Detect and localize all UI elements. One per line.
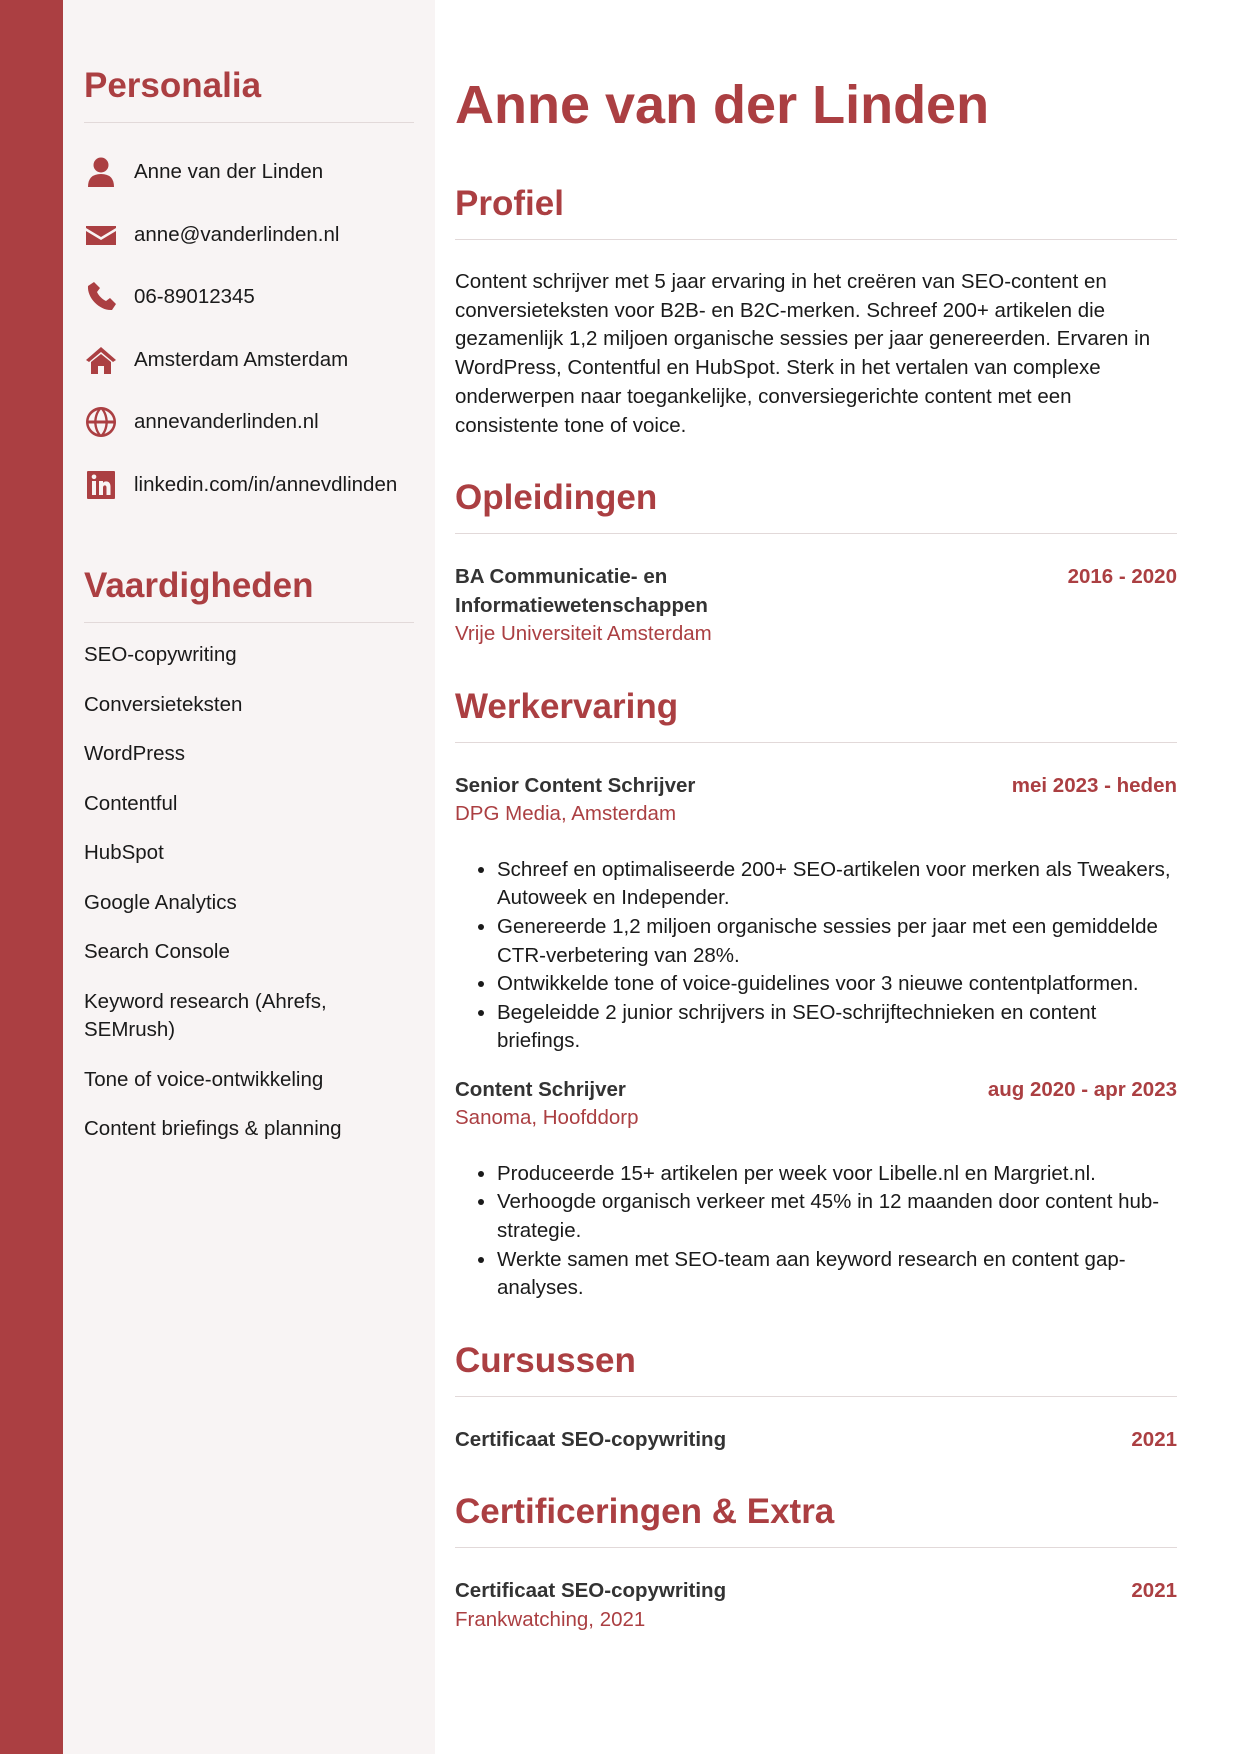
opleidingen-section xyxy=(455,476,1177,649)
contact-linkedin-text[interactable]: linkedin.com/in/annevdlinden xyxy=(134,472,398,496)
contact-list xyxy=(84,141,414,516)
sidebar xyxy=(63,0,435,1754)
job-entry xyxy=(455,772,1177,1056)
skill-item: Tone of voice-ontwikkeling xyxy=(84,1067,324,1091)
job-date: aug 2020 - apr 2023 xyxy=(987,1077,1177,1101)
skill-item: Search Console xyxy=(84,940,230,963)
skill-list xyxy=(84,641,414,1144)
contact-location xyxy=(84,329,414,392)
skill-item: Content briefings & planning xyxy=(84,1117,342,1140)
werkervaring-section xyxy=(455,685,1177,1303)
job-bullet: • Werkte samen met SEO-team aan keyword research en content gap-analyses. xyxy=(497,1246,1177,1303)
job-title: Senior Content Schrijver xyxy=(455,773,696,797)
job-bullet: • Genereerde 1,2 miljoen organische sessies per jaar met een gemiddelde CTR-verbetering van 28%. xyxy=(497,913,1177,970)
personalia-heading: Personalia xyxy=(84,64,414,123)
sidebar-content xyxy=(84,64,414,1165)
skill-item: Conversieteksten xyxy=(84,692,243,716)
certificeringen-heading: Certificeringen & Extra xyxy=(455,1490,1177,1548)
contact-website-text[interactable]: annevanderlinden.nl xyxy=(134,410,319,434)
profile-text: Content schrijver met 5 jaar ervaring in het creëren van SEO-content en conversieteksten voor B2B- en B2C-merken. Schreef 200+ artikelen die gezamenlijk 1,2 miljoen organische sessies per jaar genereerden. Ervaren in WordPress, Contentful en HubSpot. Sterk in het vertalen van complexe onderwerpen naar toegankelijke, conversiegerichte content met een consistente tone of voice. xyxy=(455,270,1151,437)
skills-heading: Vaardigheden xyxy=(84,564,414,623)
skill-item: WordPress xyxy=(84,742,186,765)
education-date: 2016 - 2020 xyxy=(1067,565,1177,589)
certificate-entry xyxy=(455,1577,1177,1634)
contact-name xyxy=(84,141,414,204)
course-entry xyxy=(455,1426,1177,1455)
job-bullet: • Ontwikkelde tone of voice-guidelines voor 3 nieuwe contentplatformen. xyxy=(497,970,1177,999)
contact-linkedin[interactable] xyxy=(84,454,414,517)
contact-name-text: Anne van der Linden xyxy=(134,160,324,184)
skill-item: Contentful xyxy=(84,791,178,815)
job-bullets xyxy=(455,856,1177,1056)
contact-phone-text[interactable]: 06-89012345 xyxy=(134,285,255,309)
profiel-section xyxy=(455,182,1177,440)
certificeringen-section xyxy=(455,1490,1177,1634)
werkervaring-heading: Werkervaring xyxy=(455,685,1177,743)
education-entry xyxy=(455,563,1177,649)
education-title: BA Communicatie- en Informatiewetenschappen xyxy=(455,565,708,617)
job-company: DPG Media, Amsterdam xyxy=(455,802,677,826)
profiel-heading: Profiel xyxy=(455,182,1177,240)
phone-icon xyxy=(84,280,118,314)
job-bullets xyxy=(455,1160,1177,1303)
envelope-icon xyxy=(84,218,118,252)
job-title: Content Schrijver xyxy=(455,1077,626,1101)
person-icon xyxy=(84,155,118,189)
certificate-date: 2021 xyxy=(1131,1579,1177,1603)
opleidingen-heading: Opleidingen xyxy=(455,476,1177,534)
job-bullet: • Produceerde 15+ artikelen per week voor Libelle.nl en Margriet.nl. xyxy=(497,1160,1177,1189)
accent-bar xyxy=(0,0,63,1754)
certificate-title: Certificaat SEO-copywriting xyxy=(455,1579,727,1603)
contact-website[interactable] xyxy=(84,391,414,454)
job-entry xyxy=(455,1076,1177,1303)
home-icon xyxy=(84,343,118,377)
cursussen-section xyxy=(455,1339,1177,1455)
resume-name: Anne van der Linden xyxy=(455,75,990,135)
course-date: 2021 xyxy=(1131,1427,1177,1451)
skill-item: Keyword research (Ahrefs, SEMrush) xyxy=(84,989,327,1041)
contact-location-text: Amsterdam Amsterdam xyxy=(134,347,349,371)
skill-item: HubSpot xyxy=(84,841,164,864)
job-bullet: • Schreef en optimaliseerde 200+ SEO-artikelen voor merken als Tweakers, Autoweek en Independer. xyxy=(497,856,1177,913)
job-company: Sanoma, Hoofddorp xyxy=(455,1106,639,1130)
globe-icon xyxy=(84,405,118,439)
contact-email-text[interactable]: anne@vanderlinden.nl xyxy=(134,222,340,246)
cursussen-heading: Cursussen xyxy=(455,1339,1177,1397)
job-bullet: • Verhoogde organisch verkeer met 45% in 12 maanden door content hub-strategie. xyxy=(497,1188,1177,1245)
skill-item: SEO-copywriting xyxy=(84,643,237,666)
course-title: Certificaat SEO-copywriting xyxy=(455,1427,727,1451)
education-school: Vrije Universiteit Amsterdam xyxy=(455,622,712,646)
skill-item: Google Analytics xyxy=(84,890,237,914)
linkedin-icon xyxy=(84,468,118,502)
contact-phone[interactable] xyxy=(84,266,414,329)
main-content xyxy=(455,58,1177,1634)
job-date: mei 2023 - heden xyxy=(1011,773,1177,797)
contact-email[interactable] xyxy=(84,204,414,267)
certificate-issuer: Frankwatching, 2021 xyxy=(455,1607,646,1631)
job-bullet: • Begeleidde 2 junior schrijvers in SEO-schrijftechnieken en content briefings. xyxy=(497,999,1177,1056)
